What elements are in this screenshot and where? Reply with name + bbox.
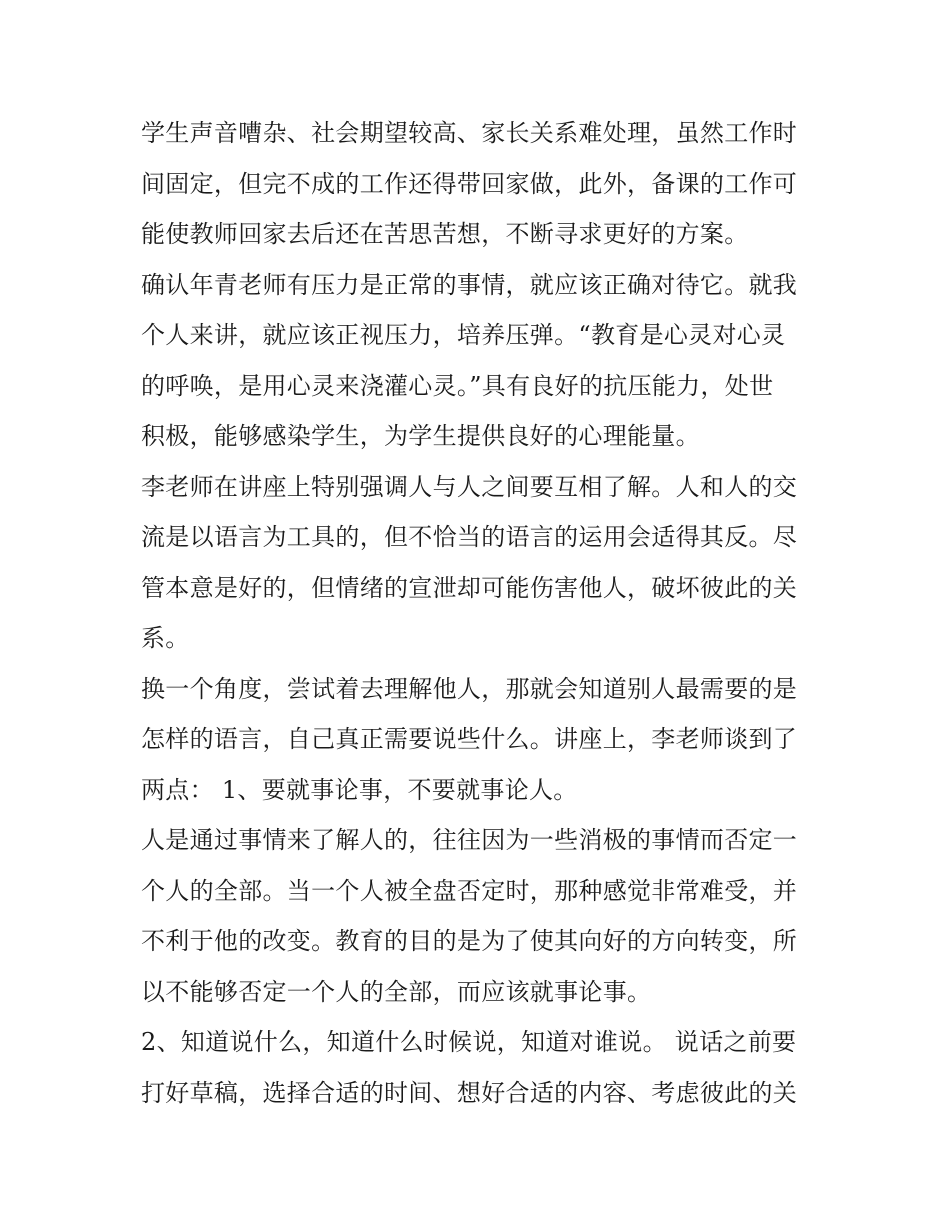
document-body xyxy=(141,108,813,1118)
text-line: 个人的全部。当一个人被全盘否定时，那种感觉非常难受，并 xyxy=(141,876,798,905)
text-line: 能使教师回家去后还在苦思苦想，不断寻求更好的方案。 xyxy=(141,220,749,248)
text-line: 积极，能够感染学生，为学生提供良好的心理能量。 xyxy=(141,422,700,450)
text-line: 系。 xyxy=(141,624,190,652)
text-line: 间固定，但完不成的工作还得带回家做，此外，备课的工作可 xyxy=(141,169,798,198)
text-line: 个人来讲，就应该正视压力，培养压弹。“教育是心灵对心灵 xyxy=(141,321,786,349)
text-line: 打好草稿，选择合适的时间、想好合适的内容、考虑彼此的关 xyxy=(141,1078,798,1107)
text-line: 2、知道说什么，知道什么时候说，知道对谁说。 说话之前要 xyxy=(141,1028,797,1056)
text-line: 流是以语言为工具的，但不恰当的语言的运用会适得其反。尽 xyxy=(141,523,798,551)
text-line: 李老师在讲座上特别强调人与人之间要互相了解。人和人的交 xyxy=(141,472,798,501)
text-line: 换一个角度，尝试着去理解他人，那就会知道别人最需要的是 xyxy=(141,674,798,703)
text-line: 两点： 1、要就事论事，不要就事论人。 xyxy=(141,775,578,804)
text-line: 学生声音嘈杂、社会期望较高、家长关系难处理，虽然工作时 xyxy=(141,119,798,147)
text-line: 的呼唤，是用心灵来浇灌心灵。”具有良好的抗压能力，处世 xyxy=(141,371,774,400)
text-line: 人是通过事情来了解人的，往往因为一些消极的事情而否定一 xyxy=(141,826,798,854)
text-line: 怎样的语言，自己真正需要说些什么。讲座上，李老师谈到了 xyxy=(141,725,798,753)
text-line: 确认年青老师有压力是正常的事情，就应该正确对待它。就我 xyxy=(141,270,798,299)
text-line: 以不能够否定一个人的全部，而应该就事论事。 xyxy=(141,977,652,1006)
text-line: 管本意是好的，但情绪的宣泄却可能伤害他人，破坏彼此的关 xyxy=(141,573,798,602)
text-line: 不利于他的改变。教育的目的是为了使其向好的方向转变，所 xyxy=(141,927,798,955)
